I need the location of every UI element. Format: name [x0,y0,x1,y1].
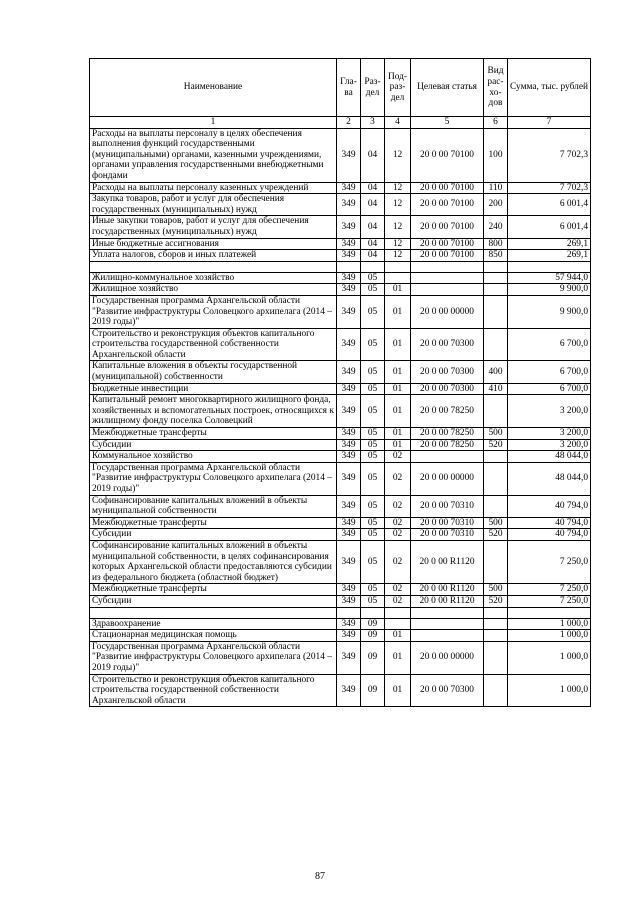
row-name: Капитальный ремонт многоквартирного жилищного фонда, хозяйственных и вспомогательных построек, относящихся к жилищному фонду поселка Соловецкий [90,395,337,428]
table-row [90,216,591,238]
row-razdel: 05 [361,295,385,328]
row-target: 20 0 00 00000 [411,295,484,328]
row-podrazdel: 01 [385,361,411,383]
row-razdel: 05 [361,284,385,296]
row-target: 20 0 00 R1120 [411,584,484,596]
row-razdel: 05 [361,517,385,529]
row-vid [484,495,508,517]
row-glava: 349 [337,595,361,607]
row-razdel: 05 [361,395,385,428]
row-podrazdel [385,607,411,618]
row-target: 20 0 00 70310 [411,529,484,541]
row-razdel: 09 [361,630,385,642]
row-podrazdel: 12 [385,182,411,194]
row-sum: 6 001,4 [508,194,591,216]
row-glava: 349 [337,584,361,596]
row-name: Иные бюджетные ассигнования [90,238,337,250]
row-name: Государственная программа Архангельской области "Развитие инфраструктуры Соловецкого архипелага (2014 – 2019 годы)" [90,295,337,328]
row-sum: 7 250,0 [508,584,591,596]
row-podrazdel: 01 [385,395,411,428]
row-vid [484,295,508,328]
row-razdel: 05 [361,439,385,451]
row-name: Коммунальное хозяйство [90,451,337,463]
header-podrazdel: Под-раз-дел [385,59,411,117]
table-row [90,428,591,440]
row-vid: 500 [484,517,508,529]
row-sum: 40 794,0 [508,529,591,541]
row-sum: 9 900,0 [508,284,591,296]
row-name: Жилищно-коммунальное хозяйство [90,272,337,284]
row-target: 20 0 00 70100 [411,238,484,250]
row-glava: 349 [337,182,361,194]
column-number: 6 [484,117,508,129]
row-name: Капитальные вложения в объекты государственной (муниципальной) собственности [90,361,337,383]
header-name: Наименование [90,59,337,117]
row-razdel: 05 [361,462,385,495]
row-name [90,261,337,272]
header-vid: Вид рас-хо-дов [484,59,508,117]
row-podrazdel: 02 [385,451,411,463]
row-razdel: 04 [361,216,385,238]
row-podrazdel: 01 [385,439,411,451]
row-name: Субсидии [90,595,337,607]
row-vid [484,618,508,630]
row-razdel: 04 [361,128,385,182]
row-name: Жилищное хозяйство [90,284,337,296]
row-podrazdel: 12 [385,250,411,262]
header-row [90,59,591,117]
row-target: 20 0 00 00000 [411,641,484,674]
row-podrazdel: 01 [385,328,411,361]
row-target [411,272,484,284]
row-razdel: 05 [361,383,385,395]
row-glava: 349 [337,284,361,296]
row-name: Межбюджетные трансферты [90,428,337,440]
row-vid [484,641,508,674]
row-glava: 349 [337,618,361,630]
row-razdel: 05 [361,540,385,583]
table-row [90,641,591,674]
table-row [90,295,591,328]
row-podrazdel: 02 [385,540,411,583]
table-row [90,529,591,541]
row-target [411,261,484,272]
row-target: 20 0 00 R1120 [411,595,484,607]
row-podrazdel: 01 [385,641,411,674]
row-vid [484,674,508,707]
row-name: Софинансирование капитальных вложений в объекты муниципальной собственности [90,495,337,517]
row-target [411,451,484,463]
column-number: 7 [508,117,591,129]
page-number: 87 [315,871,325,882]
row-glava: 349 [337,238,361,250]
row-sum: 6 001,4 [508,216,591,238]
row-glava: 349 [337,428,361,440]
table-row [90,439,591,451]
row-glava: 349 [337,216,361,238]
row-target: 20 0 00 70100 [411,182,484,194]
row-razdel: 05 [361,595,385,607]
row-vid [484,261,508,272]
table-row [90,128,591,182]
column-number: 5 [411,117,484,129]
row-vid: 500 [484,428,508,440]
row-glava: 349 [337,361,361,383]
row-podrazdel: 01 [385,383,411,395]
row-razdel: 09 [361,618,385,630]
row-sum: 48 044,0 [508,451,591,463]
table-row [90,261,591,272]
row-vid: 200 [484,194,508,216]
row-name: Межбюджетные трансферты [90,517,337,529]
row-vid [484,540,508,583]
row-sum [508,607,591,618]
row-name: Стационарная медицинская помощь [90,630,337,642]
column-number: 1 [90,117,337,129]
row-vid: 800 [484,238,508,250]
budget-table [89,58,591,707]
table-row [90,250,591,262]
table-row [90,607,591,618]
row-name: Уплата налогов, сборов и иных платежей [90,250,337,262]
row-name: Государственная программа Архангельской области "Развитие инфраструктуры Соловецкого архипелага (2014 – 2019 годы)" [90,462,337,495]
row-target: 20 0 00 70100 [411,250,484,262]
table-row [90,462,591,495]
row-glava: 349 [337,451,361,463]
row-name: Строительство и реконструкция объектов капитального строительства государственной собственности Архангельской области [90,674,337,707]
table-row [90,272,591,284]
row-podrazdel: 12 [385,128,411,182]
column-number: 2 [337,117,361,129]
row-glava [337,261,361,272]
row-vid [484,272,508,284]
row-target: 20 0 00 70300 [411,383,484,395]
table-row [90,395,591,428]
row-target: 20 0 00 70100 [411,194,484,216]
row-razdel: 05 [361,584,385,596]
row-razdel [361,607,385,618]
table-row [90,361,591,383]
row-vid: 410 [484,383,508,395]
row-vid: 400 [484,361,508,383]
row-razdel: 04 [361,250,385,262]
row-podrazdel: 02 [385,517,411,529]
row-razdel: 04 [361,194,385,216]
row-name: Субсидии [90,529,337,541]
row-sum: 6 700,0 [508,361,591,383]
row-podrazdel [385,618,411,630]
row-glava [337,607,361,618]
table-row [90,238,591,250]
header-target: Целевая статья [411,59,484,117]
row-glava: 349 [337,272,361,284]
header-glava: Гла-ва [337,59,361,117]
row-glava: 349 [337,128,361,182]
table-body [90,128,591,707]
row-name: Бюджетные инвестиции [90,383,337,395]
row-target: 20 0 00 78250 [411,395,484,428]
row-sum: 269,1 [508,250,591,262]
row-podrazdel [385,272,411,284]
row-glava: 349 [337,517,361,529]
table-row [90,383,591,395]
row-podrazdel: 02 [385,584,411,596]
row-sum: 40 794,0 [508,495,591,517]
row-podrazdel: 01 [385,428,411,440]
row-target [411,618,484,630]
table-row [90,284,591,296]
row-razdel [361,261,385,272]
row-vid [484,630,508,642]
row-podrazdel: 02 [385,595,411,607]
row-glava: 349 [337,439,361,451]
table-row [90,328,591,361]
row-glava: 349 [337,462,361,495]
header-razdel: Раз-дел [361,59,385,117]
row-target: 20 0 00 78250 [411,428,484,440]
row-vid: 520 [484,529,508,541]
row-vid: 110 [484,182,508,194]
row-sum: 7 702,3 [508,182,591,194]
table-row [90,451,591,463]
table-row [90,618,591,630]
column-number-row [90,117,591,129]
row-name: Строительство и реконструкция объектов капитального строительства государственной собственности Архангельской области [90,328,337,361]
row-vid: 500 [484,584,508,596]
row-vid [484,328,508,361]
table-row [90,630,591,642]
row-glava: 349 [337,395,361,428]
row-glava: 349 [337,295,361,328]
row-target: 20 0 00 78250 [411,439,484,451]
row-target: 20 0 00 70310 [411,495,484,517]
row-sum: 1 000,0 [508,618,591,630]
row-podrazdel: 01 [385,674,411,707]
row-razdel: 05 [361,451,385,463]
row-glava: 349 [337,674,361,707]
row-razdel: 05 [361,328,385,361]
row-podrazdel: 02 [385,529,411,541]
row-name: Расходы на выплаты персоналу в целях обеспечения выполнения функций государственными (муниципальными) органами, казенными учреждениями, органами управления государственными внебюджетными фондами [90,128,337,182]
row-vid: 520 [484,595,508,607]
table-row [90,182,591,194]
row-vid [484,284,508,296]
row-sum: 269,1 [508,238,591,250]
row-podrazdel: 12 [385,216,411,238]
row-target: 20 0 00 00000 [411,462,484,495]
row-name: Здравоохранение [90,618,337,630]
row-name [90,607,337,618]
header-sum: Сумма, тыс. рублей [508,59,591,117]
row-razdel: 05 [361,428,385,440]
row-glava: 349 [337,250,361,262]
row-target: 20 0 00 70100 [411,128,484,182]
row-sum: 57 944,0 [508,272,591,284]
table-row [90,674,591,707]
row-razdel: 05 [361,529,385,541]
row-target: 20 0 00 70100 [411,216,484,238]
row-sum: 9 900,0 [508,295,591,328]
row-razdel: 04 [361,238,385,250]
row-razdel: 09 [361,674,385,707]
table-row [90,194,591,216]
row-target [411,284,484,296]
row-name: Закупка товаров, работ и услуг для обеспечения государственных (муниципальных) нужд [90,194,337,216]
table-row [90,517,591,529]
row-target: 20 0 00 R1120 [411,540,484,583]
row-sum: 6 700,0 [508,383,591,395]
row-vid: 240 [484,216,508,238]
row-vid: 850 [484,250,508,262]
row-glava: 349 [337,630,361,642]
row-glava: 349 [337,383,361,395]
row-glava: 349 [337,495,361,517]
row-vid [484,462,508,495]
row-razdel: 05 [361,361,385,383]
row-name: Софинансирование капитальных вложений в объекты муниципальной собственности, в целях софинансирования которых Архангельской области предоставляются субсидии из федерального бюджета (областной бюджет) [90,540,337,583]
row-name: Государственная программа Архангельской области "Развитие инфраструктуры Соловецкого архипелага (2014 – 2019 годы)" [90,641,337,674]
row-razdel: 05 [361,272,385,284]
row-target: 20 0 00 70300 [411,328,484,361]
row-sum: 7 250,0 [508,540,591,583]
row-name: Межбюджетные трансферты [90,584,337,596]
row-sum: 3 200,0 [508,395,591,428]
row-vid [484,607,508,618]
row-podrazdel: 12 [385,194,411,216]
row-name: Расходы на выплаты персоналу казенных учреждений [90,182,337,194]
row-sum [508,261,591,272]
row-sum: 48 044,0 [508,462,591,495]
row-name: Субсидии [90,439,337,451]
row-target: 20 0 00 70310 [411,517,484,529]
row-vid [484,395,508,428]
row-razdel: 05 [361,495,385,517]
column-number: 3 [361,117,385,129]
row-podrazdel: 02 [385,462,411,495]
row-glava: 349 [337,540,361,583]
row-razdel: 09 [361,641,385,674]
row-vid: 520 [484,439,508,451]
column-number: 4 [385,117,411,129]
row-razdel: 04 [361,182,385,194]
table-row [90,595,591,607]
row-sum: 3 200,0 [508,428,591,440]
row-sum: 1 000,0 [508,641,591,674]
row-sum: 6 700,0 [508,328,591,361]
row-target: 20 0 00 70300 [411,361,484,383]
row-target [411,630,484,642]
row-vid: 100 [484,128,508,182]
table-row [90,540,591,583]
row-podrazdel: 01 [385,295,411,328]
row-vid [484,451,508,463]
row-sum: 1 000,0 [508,674,591,707]
row-podrazdel: 02 [385,495,411,517]
row-sum: 40 794,0 [508,517,591,529]
row-glava: 349 [337,529,361,541]
row-sum: 7 702,3 [508,128,591,182]
row-glava: 349 [337,328,361,361]
row-target [411,607,484,618]
table-row [90,584,591,596]
row-sum: 1 000,0 [508,630,591,642]
table-row [90,495,591,517]
row-podrazdel [385,261,411,272]
row-podrazdel: 12 [385,238,411,250]
row-glava: 349 [337,641,361,674]
row-sum: 3 200,0 [508,439,591,451]
row-target: 20 0 00 70300 [411,674,484,707]
row-name: Иные закупки товаров, работ и услуг для обеспечения государственных (муниципальных) нужд [90,216,337,238]
row-podrazdel: 01 [385,630,411,642]
row-sum: 7 250,0 [508,595,591,607]
row-glava: 349 [337,194,361,216]
row-podrazdel: 01 [385,284,411,296]
